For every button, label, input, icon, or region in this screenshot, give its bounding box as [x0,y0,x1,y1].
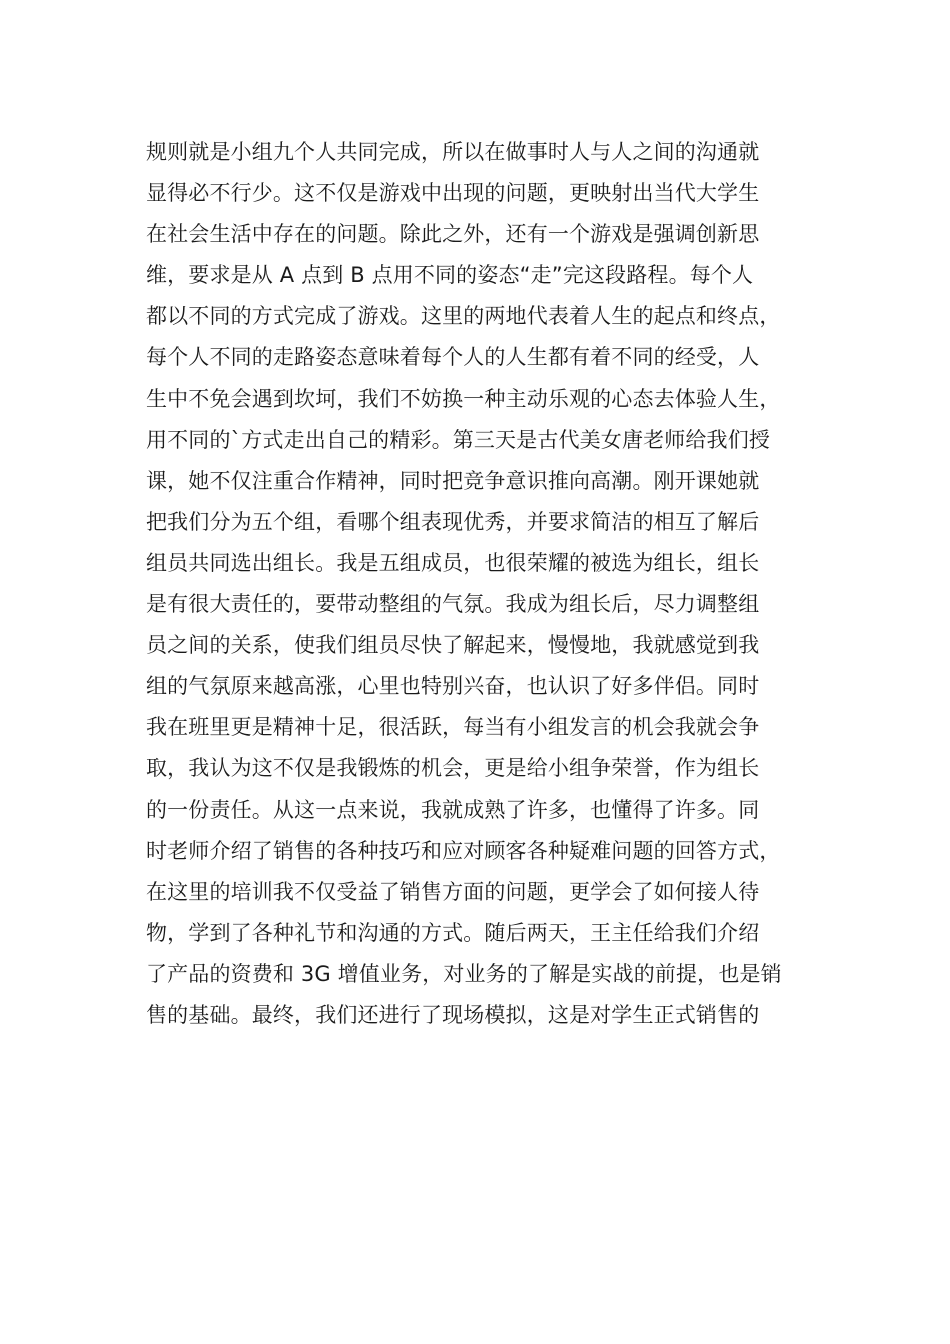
text-line: 每个人不同的走路姿态意味着每个人的人生都有着不同的经受，人 [146,345,760,370]
text-line: 显得必不行少。这不仅是游戏中出现的问题，更映射出当代大学生 [146,181,760,206]
text-line: 用不同的`方式走出自己的精彩。第三天是古代美女唐老师给我们授 [146,427,770,452]
text-line: 物，学到了各种礼节和沟通的方式。随后两天，王主任给我们介绍 [146,920,760,945]
text-line: 时老师介绍了销售的各种技巧和应对顾客各种疑难问题的回答方式， [146,838,781,863]
text-line: 了产品的资费和 3G 增值业务，对业务的了解是实战的前提，也是销 [146,961,782,986]
text-line: 都以不同的方式完成了游戏。这里的两地代表着人生的起点和终点， [146,304,781,329]
text-line: 的一份责任。从这一点来说，我就成熟了许多，也懂得了许多。同 [146,797,760,822]
text-line: 组的气氛原来越高涨，心里也特别兴奋，也认识了好多伴侣。同时 [146,674,760,699]
text-line: 我在班里更是精神十足，很活跃，每当有小组发言的机会我就会争 [146,715,760,740]
text-line: 把我们分为五个组，看哪个组表现优秀，并要求简洁的相互了解后 [146,509,760,534]
body-paragraph [146,132,826,1036]
text-line: 员之间的关系，使我们组员尽快了解起来，慢慢地，我就感觉到我 [146,633,760,658]
text-line: 组员共同选出组长。我是五组成员，也很荣耀的被选为组长，组长 [146,550,760,575]
text-line: 规则就是小组九个人共同完成，所以在做事时人与人之间的沟通就 [146,140,760,164]
text-line: 在社会生活中存在的问题。除此之外，还有一个游戏是强调创新思 [146,222,760,247]
text-line: 取，我认为这不仅是我锻炼的机会，更是给小组争荣誉，作为组长 [146,756,760,781]
text-line: 是有很大责任的，要带动整组的气氛。我成为组长后，尽力调整组 [146,592,760,617]
text-line: 生中不免会遇到坎坷，我们不妨换一种主动乐观的心态去体验人生， [146,386,781,411]
text-line: 售的基础。最终，我们还进行了现场模拟，这是对学生正式销售的 [146,1002,760,1027]
text-line: 在这里的培训我不仅受益了销售方面的问题，更学会了如何接人待 [146,879,760,904]
text-line: 维，要求是从 A 点到 B 点用不同的姿态“走”完这段路程。每个人 [146,263,754,288]
text-line: 课，她不仅注重合作精神，同时把竞争意识推向高潮。刚开课她就 [146,468,760,493]
